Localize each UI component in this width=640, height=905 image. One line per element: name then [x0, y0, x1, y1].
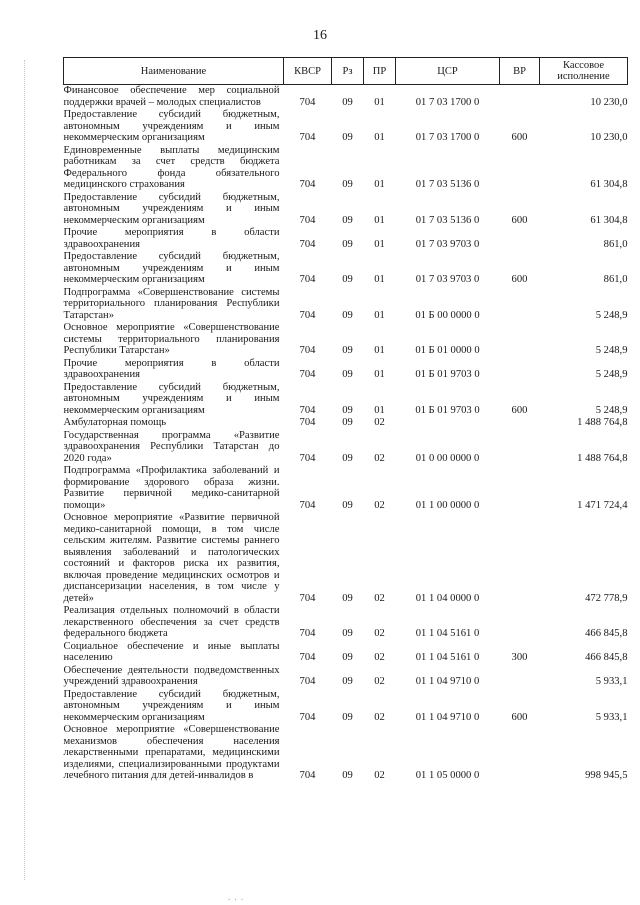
- cell-rz: 09: [342, 369, 353, 380]
- cell-kvsr: 704: [299, 214, 316, 226]
- cell-csr: 01 1 04 0000 0: [415, 592, 480, 604]
- cell-pr: 01: [374, 274, 385, 285]
- table-row: [64, 382, 628, 418]
- cell-rz: 09: [342, 238, 353, 250]
- cell-vr: [500, 85, 540, 110]
- cell-csr: 01 Б 01 9703 0: [415, 404, 480, 416]
- table-row: [64, 430, 628, 466]
- cell-rz: 09: [342, 179, 353, 190]
- cell-sum: 998 945,5: [585, 770, 628, 781]
- cell-rz: 09: [342, 628, 353, 639]
- cell-vr: [500, 145, 540, 192]
- cell-name: Предоставление субсидий бюджетным, автономным учреждениям и иным некоммерческим организациям: [63, 191, 280, 226]
- cell-name: Подпрограмма «Совершенствование системы территориального планирования Республики Татарстан»: [63, 286, 280, 321]
- cell-sum: 5 933,1: [595, 676, 628, 687]
- cell-vr: [500, 417, 540, 430]
- cell-vr: 600: [511, 214, 528, 226]
- cell-kvsr: 704: [299, 274, 316, 285]
- cell-rz: 09: [342, 499, 353, 511]
- cell-name: Предоставление субсидий бюджетным, автономным учреждениям и иным некоммерческим организациям: [63, 688, 280, 723]
- table-row: [64, 109, 628, 145]
- cell-kvsr: 704: [299, 592, 316, 604]
- cell-pr: 01: [374, 96, 385, 108]
- cell-csr: [396, 417, 500, 430]
- cell-sum: 861,0: [603, 274, 628, 285]
- cell-rz: 09: [342, 770, 353, 781]
- cell-rz: 09: [342, 404, 353, 416]
- cell-vr: [500, 665, 540, 689]
- cell-sum: 61 304,8: [590, 214, 628, 226]
- cell-sum: 61 304,8: [590, 179, 628, 190]
- cell-kvsr: 704: [299, 404, 316, 416]
- cell-csr: 01 Б 01 0000 0: [415, 345, 480, 356]
- cell-rz: 09: [342, 452, 353, 464]
- table-row: [64, 512, 628, 605]
- table-row: [64, 85, 628, 110]
- cell-rz: 09: [342, 592, 353, 604]
- cell-csr: 01 Б 00 0000 0: [415, 309, 480, 321]
- cell-kvsr: 704: [299, 417, 316, 428]
- cell-name: Подпрограмма «Профилактика заболеваний и формирование здорового образа жизни. Развитие первичной медико-санитарной помощи»: [63, 465, 280, 511]
- cell-sum: 5 248,9: [595, 309, 628, 321]
- cell-csr: 01 7 03 9703 0: [415, 274, 480, 285]
- header-pr: ПР: [364, 58, 396, 85]
- cell-pr: 01: [374, 238, 385, 250]
- cell-vr: 300: [511, 652, 528, 663]
- cell-vr: 600: [511, 404, 528, 416]
- cell-csr: 01 7 03 5136 0: [415, 214, 480, 226]
- header-name: Наименование: [64, 58, 284, 85]
- cell-name: Прочие мероприятия в области здравоохранения: [63, 227, 280, 250]
- cell-vr: [500, 287, 540, 323]
- cell-pr: 02: [374, 499, 385, 511]
- cell-vr: 600: [511, 274, 528, 285]
- cell-csr: 01 1 04 5161 0: [415, 652, 480, 663]
- table-row: [64, 465, 628, 512]
- cell-name: Государственная программа «Развитие здравоохранения Республики Татарстан до 2020 года»: [63, 429, 280, 464]
- cell-pr: 01: [374, 132, 385, 143]
- cell-sum: 5 248,9: [595, 345, 628, 356]
- cell-csr: 01 1 00 0000 0: [415, 499, 480, 511]
- cell-sum: 1 488 764,8: [577, 417, 628, 428]
- cell-name: Предоставление субсидий бюджетным, автономным учреждениям и иным некоммерческим организациям: [63, 251, 280, 285]
- cell-rz: 09: [342, 711, 353, 723]
- cell-name: Прочие мероприятия в области здравоохранения: [63, 357, 280, 380]
- cell-kvsr: 704: [299, 179, 316, 190]
- table-row: [64, 251, 628, 287]
- cell-vr: [500, 512, 540, 605]
- cell-kvsr: 704: [299, 452, 316, 464]
- cell-pr: 02: [374, 711, 385, 723]
- cell-name: Амбулаторная помощь: [63, 417, 167, 428]
- cell-csr: 01 1 04 9710 0: [415, 676, 480, 687]
- margin-rule: [24, 60, 25, 880]
- cell-pr: 01: [374, 309, 385, 321]
- cell-sum: 466 845,8: [585, 628, 628, 639]
- cell-rz: 09: [342, 214, 353, 226]
- cell-pr: 01: [374, 369, 385, 380]
- cell-vr: [500, 465, 540, 512]
- cell-pr: 02: [374, 628, 385, 639]
- cell-name: Предоставление субсидий бюджетным, автономным учреждениям и иным некоммерческим организациям: [63, 109, 280, 143]
- cell-kvsr: 704: [299, 499, 316, 511]
- cell-sum: 1 471 724,4: [577, 499, 628, 511]
- cell-kvsr: 704: [299, 96, 316, 108]
- table-body: [64, 85, 628, 783]
- table-header: [64, 58, 628, 85]
- cell-name: Реализация отдельных полномочий в области лекарственного обеспечения за счет средств федерального бюджета: [63, 605, 280, 639]
- cell-vr: [500, 724, 540, 783]
- cell-sum: 10 230,0: [590, 132, 628, 143]
- cell-rz: 09: [342, 652, 353, 663]
- header-rz: Рз: [332, 58, 364, 85]
- header-vr: ВР: [500, 58, 540, 85]
- cell-name: Обеспечение деятельности подведомственных учреждений здравоохранения: [63, 664, 280, 687]
- table-row: [64, 641, 628, 665]
- cell-pr: 02: [374, 652, 385, 663]
- cell-rz: 09: [342, 309, 353, 321]
- scan-artifact: . . .: [228, 892, 245, 902]
- table-row: [64, 724, 628, 783]
- cell-sum: 466 845,8: [585, 652, 628, 663]
- cell-csr: 01 0 00 0000 0: [415, 452, 480, 464]
- page-number: 16: [313, 28, 327, 43]
- cell-pr: 01: [374, 404, 385, 416]
- cell-csr: 01 1 04 5161 0: [415, 628, 480, 639]
- cell-vr: [500, 605, 540, 641]
- cell-kvsr: 704: [299, 238, 316, 250]
- cell-csr: 01 7 03 1700 0: [415, 96, 480, 108]
- table-row: [64, 145, 628, 192]
- cell-pr: 01: [374, 214, 385, 226]
- cell-kvsr: 704: [299, 628, 316, 639]
- cell-kvsr: 704: [299, 652, 316, 663]
- cell-pr: 02: [374, 417, 385, 428]
- cell-name: Предоставление субсидий бюджетным, автономным учреждениям и иным некоммерческим организациям: [63, 381, 280, 416]
- cell-name: Основное мероприятие «Совершенствование системы территориального планирования Республики Татарстан»: [63, 322, 280, 356]
- cell-sum: 10 230,0: [590, 96, 628, 108]
- table-row: [64, 358, 628, 382]
- cell-vr: 600: [511, 132, 528, 143]
- cell-pr: 01: [374, 179, 385, 190]
- cell-vr: [500, 358, 540, 382]
- cell-pr: 01: [374, 345, 385, 356]
- cell-csr: 01 Б 01 9703 0: [415, 369, 480, 380]
- header-sum: Кассовое исполнение: [540, 58, 628, 85]
- cell-rz: 09: [342, 132, 353, 143]
- cell-kvsr: 704: [299, 676, 316, 687]
- cell-rz: 09: [342, 417, 353, 428]
- cell-pr: 02: [374, 676, 385, 687]
- table-row: [64, 605, 628, 641]
- cell-name: Единовременные выплаты медицинским работникам за счет средств бюджета Федерального фонда обязательного медицинского страхования: [63, 144, 280, 190]
- cell-name: Финансовое обеспечение мер социальной поддержки врачей – молодых специалистов: [63, 85, 280, 108]
- cell-kvsr: 704: [299, 711, 316, 723]
- cell-vr: 600: [511, 711, 528, 723]
- header-kvsr: КВСР: [284, 58, 332, 85]
- cell-rz: 09: [342, 96, 353, 108]
- cell-pr: 02: [374, 770, 385, 781]
- cell-pr: 02: [374, 452, 385, 464]
- cell-sum: 472 778,9: [585, 592, 628, 604]
- cell-sum: 861,0: [603, 238, 628, 250]
- table-row: [64, 287, 628, 323]
- cell-name: Основное мероприятие «Развитие первичной медико-санитарной помощи, в том числе сельским жителям. Развитие системы раннего выявления заболеваний и патологических состояний и факторов риска их развития, включая проведение медицинских осмотров и диспансеризации населения, в том числе у детей»: [63, 512, 280, 604]
- cell-kvsr: 704: [299, 369, 316, 380]
- cell-csr: 01 7 03 1700 0: [415, 132, 480, 143]
- cell-rz: 09: [342, 676, 353, 687]
- cell-pr: 02: [374, 592, 385, 604]
- header-csr: ЦСР: [396, 58, 500, 85]
- cell-csr: 01 1 05 0000 0: [415, 770, 480, 781]
- table-row: [64, 665, 628, 689]
- cell-vr: [500, 430, 540, 466]
- cell-sum: 1 488 764,8: [577, 452, 628, 464]
- budget-report-table-container: [63, 57, 627, 783]
- cell-rz: 09: [342, 274, 353, 285]
- cell-sum: 5 933,1: [595, 711, 628, 723]
- table-row: [64, 322, 628, 358]
- cell-name: Социальное обеспечение и иные выплаты населению: [63, 640, 280, 663]
- table-row: [64, 227, 628, 251]
- cell-rz: 09: [342, 345, 353, 356]
- table-row: [64, 689, 628, 725]
- budget-report-table: [63, 57, 628, 783]
- cell-csr: 01 7 03 5136 0: [415, 179, 480, 190]
- cell-sum: 5 248,9: [595, 404, 628, 416]
- cell-sum: 5 248,9: [595, 369, 628, 380]
- cell-csr: 01 1 04 9710 0: [415, 711, 480, 723]
- cell-vr: [500, 227, 540, 251]
- table-row: [64, 192, 628, 228]
- cell-kvsr: 704: [299, 770, 316, 781]
- cell-vr: [500, 322, 540, 358]
- cell-kvsr: 704: [299, 345, 316, 356]
- cell-kvsr: 704: [299, 132, 316, 143]
- cell-kvsr: 704: [299, 309, 316, 321]
- cell-csr: 01 7 03 9703 0: [415, 238, 480, 250]
- table-row: [64, 417, 628, 430]
- cell-name: Основное мероприятие «Совершенствование механизмов обеспечения населения лекарственными препаратами, медицинскими изделиями, специализированными продуктами лечебного питания для детей-инвалидов в: [63, 724, 280, 781]
